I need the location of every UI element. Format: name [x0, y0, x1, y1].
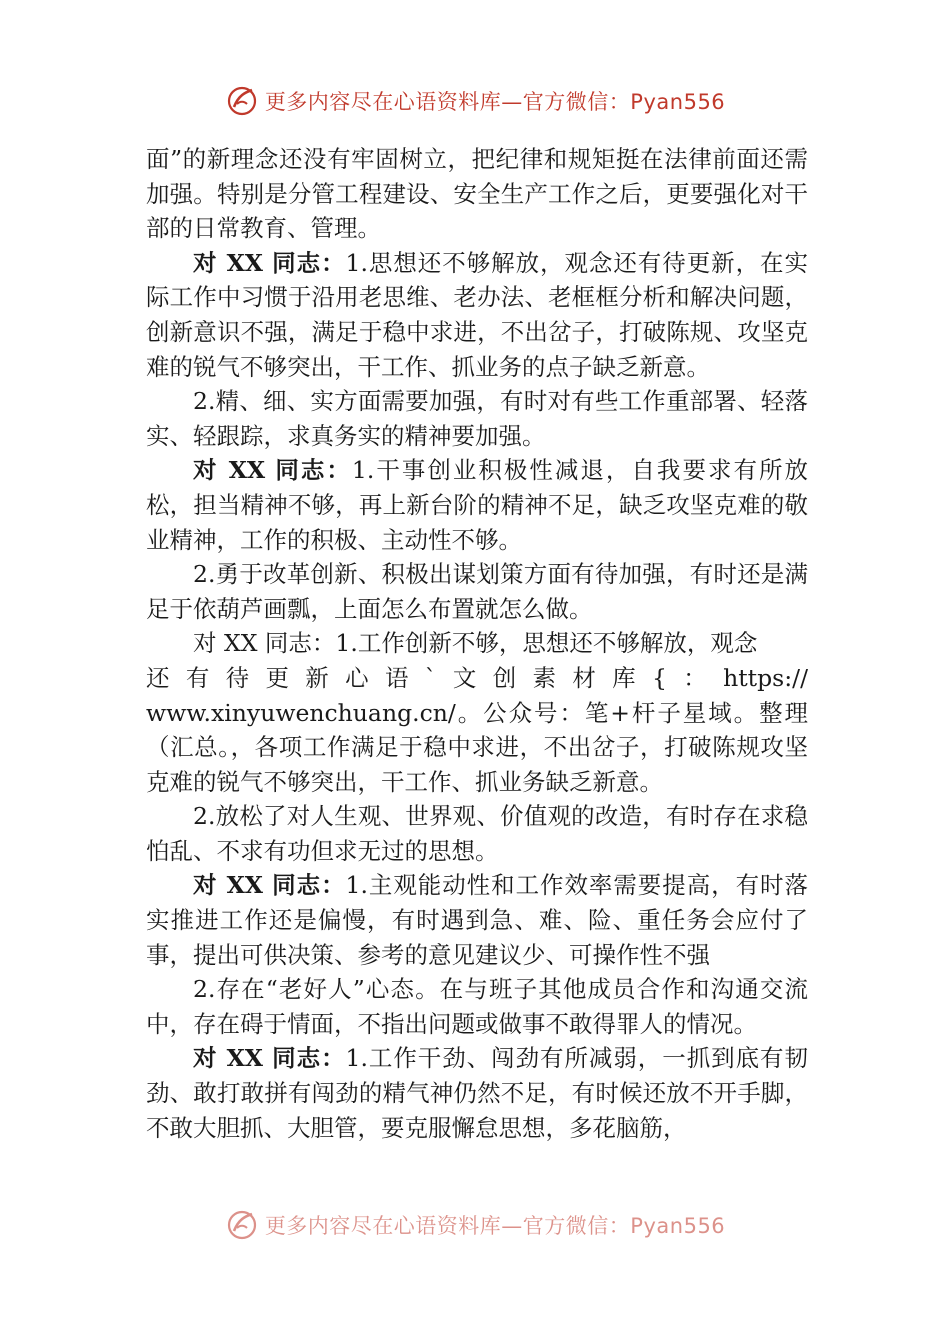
paragraph: 对 XX 同志：1.主观能动性和工作效率需要提高，有时落实推进工作还是偏慢，有时遇到急、难、险、重任务会应付了事，提出可供决策、参考的意见建议少、可操作性不强	[146, 871, 808, 969]
paragraph: 还有待更新心语`文创素材库{：https://	[146, 663, 808, 692]
paragraph: 2.勇于改革创新、积极出谋划策方面有待加强，有时还是满足于依葫芦画瓢，上面怎么布置就怎么做。	[146, 560, 808, 623]
paragraph: 2.放松了对人生观、世界观、价值观的改造，有时存在求稳怕乱、不求有功但求无过的思想。	[146, 802, 808, 865]
paragraph: 对 XX 同志：1.思想还不够解放，观念还有待更新，在实际工作中习惯于沿用老思维、老办法、老框框分析和解决问题，创新意识不强，满足于稳中求进，不出岔子，打破陈规、攻坚克难的锐气不够突出，干工作、抓业务的点子缺乏新意。	[146, 248, 808, 381]
logo-icon	[225, 1208, 259, 1242]
paragraph: 面”的新理念还没有牢固树立，把纪律和规矩挺在法律前面还需加强。特别是分管工程建设、安全生产工作之后，更要强化对干部的日常教育、管理。	[146, 145, 808, 243]
paragraph: 2.存在“老好人”心态。在与班子其他成员合作和沟通交流中，存在碍于情面，不指出问题或做事不敢得罪人的情况。	[146, 975, 808, 1038]
header-watermark	[0, 84, 950, 118]
watermark-text: 更多内容尽在心语资料库—官方微信：Pyan556	[264, 1214, 726, 1238]
footer-watermark	[0, 1208, 950, 1242]
paragraph: 2.精、细、实方面需要加强，有时对有些工作重部署、轻落实、轻跟踪，求真务实的精神要加强。	[146, 387, 808, 450]
logo-icon	[225, 84, 259, 118]
paragraph: 对 XX 同志：1.工作干劲、闯劲有所减弱，一抓到底有韧劲、敢打敢拼有闯劲的精气神仍然不足，有时候还放不开手脚，不敢大胆抓、大胆管，要克服懈怠思想，多花脑筋，	[146, 1044, 808, 1142]
paragraph: www.xinyuwenchuang.cn/。公众号：笔+杆子星域。整理（汇总。，各项工作满足于稳中求进，不出岔子，打破陈规攻坚克难的锐气不够突出，干工作、抓业务缺乏新意。	[146, 698, 808, 796]
paragraph: 对 XX 同志：1.工作创新不够，思想还不够解放，观念	[193, 629, 758, 658]
watermark-text: 更多内容尽在心语资料库—官方微信：Pyan556	[264, 90, 726, 114]
document-body	[146, 142, 808, 1145]
paragraph: 对 XX 同志：1.干事创业积极性减退，自我要求有所放松，担当精神不够，再上新台阶的精神不足，缺乏攻坚克难的敬业精神，工作的积极、主动性不够。	[146, 456, 808, 554]
